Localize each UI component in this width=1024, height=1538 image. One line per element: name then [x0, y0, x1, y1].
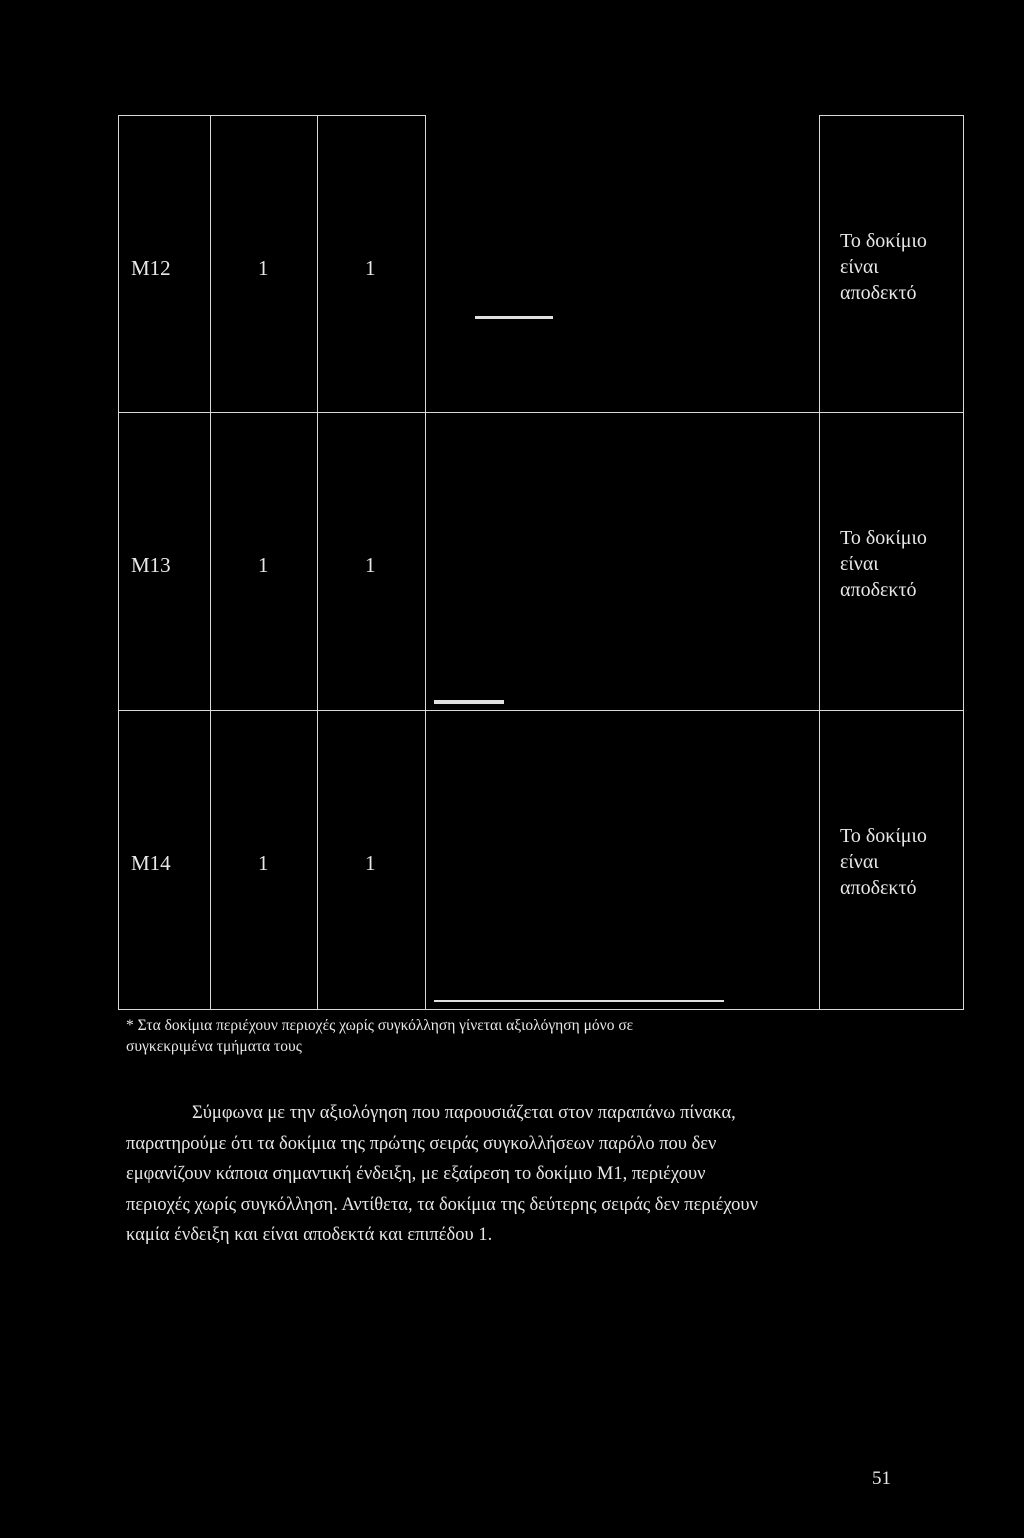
page-number: 51 — [872, 1468, 891, 1489]
result-cell — [840, 228, 927, 306]
table-cell: 1 — [258, 256, 269, 280]
column-separator-1 — [210, 115, 211, 1010]
result-line: Το δοκίμιο — [840, 527, 927, 549]
result-line: αποδεκτό — [840, 877, 917, 899]
result-line: Το δοκίμιο — [840, 825, 927, 847]
result-cell — [840, 823, 927, 901]
body-paragraph — [126, 1098, 898, 1251]
row-separator-1 — [118, 412, 964, 413]
scan-mark — [475, 316, 553, 319]
table-bottom-border — [118, 1009, 964, 1010]
footnote-line: συγκεκριμένα τμήματα τους — [126, 1038, 302, 1055]
result-line: είναι — [840, 851, 879, 873]
scan-mark — [434, 1000, 724, 1002]
table-cell: 1 — [365, 256, 376, 280]
table-top-border-right — [819, 115, 964, 116]
table-cell: 1 — [258, 553, 269, 577]
result-line: αποδεκτό — [840, 579, 917, 601]
column-separator-3 — [425, 115, 426, 1010]
table-cell: 1 — [365, 553, 376, 577]
result-line: είναι — [840, 256, 879, 278]
specimen-id: M14 — [131, 851, 171, 875]
results-table — [118, 115, 964, 1010]
table-left-border — [118, 115, 119, 1010]
paragraph-line: εμφανίζουν κάποια σημαντική ένδειξη, με εξαίρεση το δοκίμιο Μ1, περιέχουν — [126, 1164, 706, 1184]
table-cell: 1 — [258, 851, 269, 875]
result-line: είναι — [840, 553, 879, 575]
scan-mark — [434, 700, 504, 704]
table-footnote — [126, 1015, 826, 1057]
table-right-border — [963, 115, 964, 1010]
table-top-border — [118, 115, 425, 116]
result-line: αποδεκτό — [840, 282, 917, 304]
paragraph-line: παρατηρούμε ότι τα δοκίμια της πρώτης σειράς συγκολλήσεων παρόλο που δεν — [126, 1133, 717, 1154]
result-cell — [840, 525, 927, 603]
table-cell: 1 — [365, 851, 376, 875]
paragraph-line: καμία ένδειξη και είναι αποδεκτά και επιπέδου 1. — [126, 1225, 493, 1245]
column-separator-2 — [317, 115, 318, 1010]
column-separator-4 — [819, 115, 820, 1010]
result-line: Το δοκίμιο — [840, 230, 927, 252]
row-separator-2 — [118, 710, 964, 711]
paragraph-line: περιοχές χωρίς συγκόλληση. Αντίθετα, τα δοκίμια της δεύτερης σειράς δεν περιέχουν — [126, 1194, 758, 1215]
specimen-id: M12 — [131, 256, 171, 280]
footnote-line: * Στα δοκίμια περιέχουν περιοχές χωρίς συγκόλληση γίνεται αξιολόγηση μόνο σε — [126, 1017, 634, 1034]
paragraph-line: Σύμφωνα με την αξιολόγηση που παρουσιάζεται στον παραπάνω πίνακα, — [192, 1103, 736, 1123]
specimen-id: M13 — [131, 553, 171, 577]
